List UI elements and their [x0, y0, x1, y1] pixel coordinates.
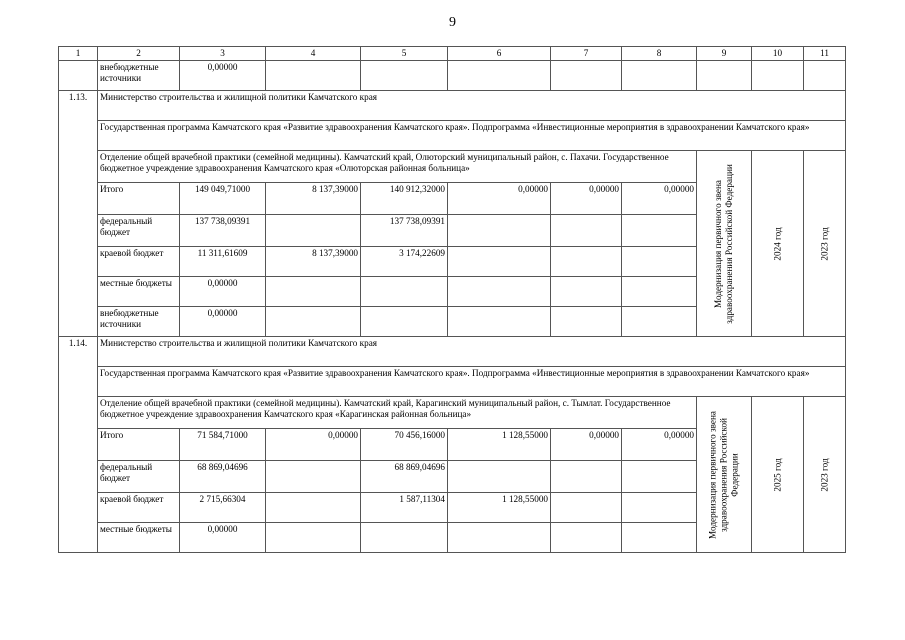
row-label: местные бюджеты [98, 523, 180, 553]
start-year [804, 151, 846, 337]
cell-col5: 1 587,11304 [361, 493, 448, 523]
row-label: федеральный бюджет [98, 461, 180, 493]
object-name: Отделение общей врачебной практики (семейной медицины). Камчатский край, Карагинский муниципальный район, с. Тымлат. Государственное бюджетное учреждение здравоохранения Камчатского края «Карагинская районная больница» [98, 397, 697, 429]
completion-year [752, 151, 804, 337]
cell-col3: 149 049,71000 [180, 183, 266, 215]
cell-col8 [622, 307, 697, 337]
cell-col4 [266, 523, 361, 553]
cell-col4 [266, 461, 361, 493]
cell-col8 [622, 461, 697, 493]
block-number: 1.14. [59, 337, 98, 553]
row-label: внебюджетные источники [98, 307, 180, 337]
cell-col6: 1 128,55000 [448, 493, 551, 523]
cell-col8 [622, 493, 697, 523]
cell-col7 [551, 493, 622, 523]
page-number: 9 [449, 15, 456, 30]
cell-col7 [551, 247, 622, 277]
cell-col4 [266, 215, 361, 247]
cell-col4 [266, 277, 361, 307]
header-col-2: 2 [98, 47, 180, 61]
completion-year-text: 2025 год [772, 457, 782, 492]
cell-col5: 3 174,22609 [361, 247, 448, 277]
header-col-4: 4 [266, 47, 361, 61]
cell-col5 [361, 307, 448, 337]
cell-col6 [448, 307, 551, 337]
cell-col3: 137 738,09391 [180, 215, 266, 247]
row-label: Итого [98, 429, 180, 461]
completion-year [752, 397, 804, 553]
row-label: местные бюджеты [98, 277, 180, 307]
completion-year-text: 2024 год [772, 226, 782, 261]
cell-col3: 68 869,04696 [180, 461, 266, 493]
cell-col5: 137 738,09391 [361, 215, 448, 247]
start-year-text: 2023 год [819, 226, 829, 261]
header-row [59, 47, 846, 61]
program-row [59, 367, 846, 397]
header-col-1: 1 [59, 47, 98, 61]
project-name [697, 397, 752, 553]
cell-col7 [551, 277, 622, 307]
header-col-7: 7 [551, 47, 622, 61]
cell-col4 [266, 307, 361, 337]
ministry-row [59, 337, 846, 367]
cell-col4: 0,00000 [266, 429, 361, 461]
cell-col3: 2 715,66304 [180, 493, 266, 523]
cell-col7 [551, 523, 622, 553]
cell-col6 [448, 461, 551, 493]
header-col-8: 8 [622, 47, 697, 61]
project-name-text: Модернизация первичного звена здравоохранения Российской Федерации [707, 410, 740, 539]
ministry-name: Министерство строительства и жилищной политики Камчатского края [98, 91, 846, 121]
object-row [59, 397, 846, 429]
row-label: краевой бюджет [98, 493, 180, 523]
cell-col5: 140 912,32000 [361, 183, 448, 215]
program-row [59, 121, 846, 151]
block-number: 1.13. [59, 91, 98, 337]
cell-col3: 0,00000 [180, 307, 266, 337]
header-col-5: 5 [361, 47, 448, 61]
project-name-text: Модернизация первичного звена здравоохранения Российской Федерации [713, 163, 734, 324]
row-label: краевой бюджет [98, 247, 180, 277]
cell-col7 [551, 215, 622, 247]
ministry-row [59, 91, 846, 121]
cell-col6 [448, 523, 551, 553]
ministry-name: Министерство строительства и жилищной политики Камчатского края [98, 337, 846, 367]
cell-col3: 0,00000 [180, 523, 266, 553]
cell-col8: 0,00000 [622, 183, 697, 215]
object-row [59, 151, 846, 183]
header-col-11: 11 [804, 47, 846, 61]
cell-col8 [622, 277, 697, 307]
cell-col6 [448, 277, 551, 307]
row-label: федеральный бюджет [98, 215, 180, 247]
budget-table [58, 46, 846, 553]
row-label: Итого [98, 183, 180, 215]
cell-col3: 71 584,71000 [180, 429, 266, 461]
project-name [697, 151, 752, 337]
header-col-9: 9 [697, 47, 752, 61]
cell-col6 [448, 247, 551, 277]
cell-col3: 11 311,61609 [180, 247, 266, 277]
row-label: внебюджетные источники [98, 61, 180, 91]
cell-col5 [361, 523, 448, 553]
cell-col4: 8 137,39000 [266, 247, 361, 277]
start-year-text: 2023 год [819, 457, 829, 492]
cell-col4: 8 137,39000 [266, 183, 361, 215]
start-year [804, 397, 846, 553]
cell-col8 [622, 215, 697, 247]
cell-col7 [551, 461, 622, 493]
object-name: Отделение общей врачебной практики (семейной медицины). Камчатский край, Олюторский муниципальный район, с. Пахачи. Государственное бюджетное учреждение здравоохранения Камчатского края «Олюторская районная больница» [98, 151, 697, 183]
cell-col5 [361, 277, 448, 307]
cell-col6: 1 128,55000 [448, 429, 551, 461]
cell-col6 [448, 215, 551, 247]
cell-col3: 0,00000 [180, 61, 266, 91]
table-row [59, 61, 846, 91]
cell-col8 [622, 247, 697, 277]
program-name: Государственная программа Камчатского края «Развитие здравоохранения Камчатского края». Подпрограмма «Инвестиционные мероприятия в здравоохранении Камчатского края» [98, 367, 846, 397]
cell-col8: 0,00000 [622, 429, 697, 461]
cell-col7: 0,00000 [551, 429, 622, 461]
cell-col3: 0,00000 [180, 277, 266, 307]
header-col-3: 3 [180, 47, 266, 61]
cell-col4 [266, 493, 361, 523]
cell-col7: 0,00000 [551, 183, 622, 215]
header-col-6: 6 [448, 47, 551, 61]
cell-col6: 0,00000 [448, 183, 551, 215]
cell-col8 [622, 523, 697, 553]
cell-col5: 70 456,16000 [361, 429, 448, 461]
cell-col7 [551, 307, 622, 337]
program-name: Государственная программа Камчатского края «Развитие здравоохранения Камчатского края». Подпрограмма «Инвестиционные мероприятия в здравоохранении Камчатского края» [98, 121, 846, 151]
cell-col5: 68 869,04696 [361, 461, 448, 493]
header-col-10: 10 [752, 47, 804, 61]
